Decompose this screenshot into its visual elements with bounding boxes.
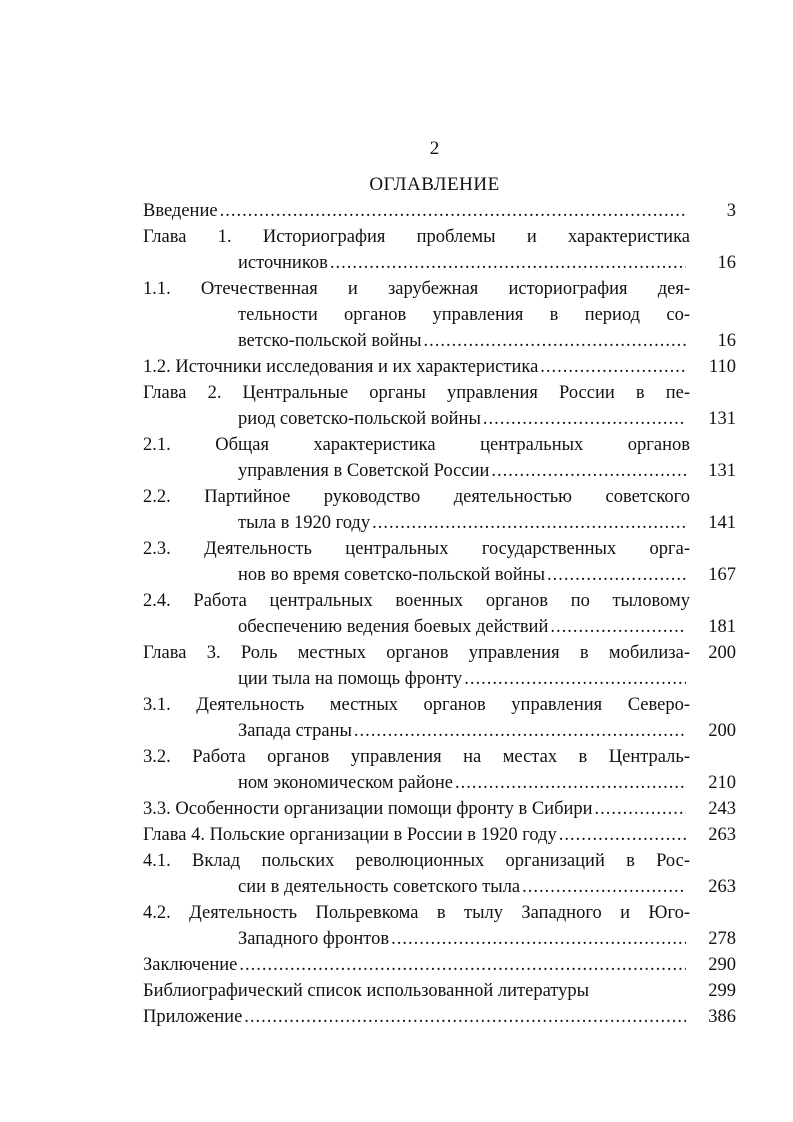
toc-entry <box>143 692 736 744</box>
toc-entry-line <box>143 198 736 224</box>
toc-entry-line <box>143 432 736 458</box>
toc-entry-text: источников <box>238 253 328 273</box>
toc-entry-line <box>143 640 736 666</box>
toc-page-number: 141 <box>708 513 736 533</box>
dot-leader <box>522 874 686 900</box>
toc-entry-line <box>143 536 736 562</box>
toc-entry <box>143 484 736 536</box>
toc-entry <box>143 276 736 354</box>
toc-entry-line <box>143 458 736 484</box>
dot-leader <box>595 796 686 822</box>
toc-entry-line <box>143 692 736 718</box>
toc-entry-line <box>143 874 736 900</box>
toc-page-number: 263 <box>708 825 736 845</box>
toc-entry-text: 2.1. Общая характеристика центральных органов <box>143 435 690 455</box>
toc-entry <box>143 822 736 848</box>
toc-entry-line <box>143 718 736 744</box>
toc-page-number: 278 <box>708 929 736 949</box>
toc-entry <box>143 380 736 432</box>
toc-entry-line <box>143 978 736 1004</box>
toc-entry-text: Глава 3. Роль местных органов управления в мобилиза- <box>143 643 690 663</box>
toc-entry-text: 3.3. Особенности организации помощи фронту в Сибири <box>143 799 593 819</box>
dot-leader <box>220 198 686 224</box>
toc-entry-text: 1.2. Источники исследования и их характеристика <box>143 357 539 377</box>
toc-entry-text: 2.4. Работа центральных военных органов по тыловому <box>143 591 690 611</box>
toc-entry-line <box>143 302 736 328</box>
toc-entry <box>143 536 736 588</box>
dot-leader <box>559 822 686 848</box>
toc-entry-text: 1.1. Отечественная и зарубежная историография дея- <box>143 279 690 299</box>
toc-entry-line <box>143 926 736 952</box>
toc-entry-line <box>143 510 736 536</box>
toc-page-number: 16 <box>717 253 736 273</box>
toc-entry-text: управления в Советской России <box>238 461 490 481</box>
toc-entry-text: тельности органов управления в период со- <box>238 305 690 325</box>
toc-entry-line <box>143 1004 736 1030</box>
toc-page-number: 263 <box>708 877 736 897</box>
toc-entry-text: ветско-польской войны <box>238 331 422 351</box>
dot-leader <box>550 614 686 640</box>
toc-page-number: 200 <box>708 643 736 663</box>
toc-entry-text: Глава 2. Центральные органы управления России в пе- <box>143 383 690 403</box>
toc-page-number: 200 <box>708 721 736 741</box>
toc-entry <box>143 198 736 224</box>
toc-entry-text: Введение <box>143 201 218 221</box>
toc-entry-line <box>143 588 736 614</box>
toc-entry-line <box>143 328 736 354</box>
toc-entry-text: Западного фронтов <box>238 929 390 949</box>
dot-leader <box>424 328 686 354</box>
toc-entry-line <box>143 848 736 874</box>
toc-entry-text: 4.2. Деятельность Польревкома в тылу Западного и Юго- <box>143 903 690 923</box>
dot-leader <box>483 406 686 432</box>
toc-page-number: 131 <box>708 409 736 429</box>
dot-leader <box>455 770 686 796</box>
dot-leader <box>354 718 686 744</box>
toc-entry <box>143 900 736 952</box>
dot-leader <box>330 250 686 276</box>
toc-entry-text: нов во время советско-польской войны <box>238 565 546 585</box>
toc-entry-line <box>143 666 736 692</box>
toc-entry-line <box>143 770 736 796</box>
toc-title: ОГЛАВЛЕНИЕ <box>369 174 500 195</box>
toc-entry-text: тыла в 1920 году <box>238 513 371 533</box>
toc-page-number: 210 <box>708 773 736 793</box>
toc-entry <box>143 588 736 640</box>
toc-entry-line <box>143 380 736 406</box>
dot-leader <box>244 1004 686 1030</box>
toc-page-number: 299 <box>708 981 736 1001</box>
toc-entry-text: 4.1. Вклад польских революционных организаций в Рос- <box>143 851 690 871</box>
toc-entry <box>143 978 736 1004</box>
dot-leader <box>547 562 686 588</box>
toc-entry-text: 2.3. Деятельность центральных государственных орга- <box>143 539 690 559</box>
toc-entry-text: сии в деятельность советского тыла <box>238 877 521 897</box>
toc-page-number: 16 <box>717 331 736 351</box>
toc-entry-line <box>143 354 736 380</box>
toc-entry-text: Запада страны <box>238 721 352 741</box>
toc-entry <box>143 796 736 822</box>
dot-leader <box>491 458 686 484</box>
toc-entry-line <box>143 250 736 276</box>
toc-entry <box>143 224 736 276</box>
toc-entry <box>143 640 736 692</box>
dot-leader <box>464 666 686 692</box>
toc-entry <box>143 354 736 380</box>
toc-entry-text: обеспечению ведения боевых действий <box>238 617 549 637</box>
toc-entry-text: Приложение <box>143 1007 243 1027</box>
toc-entry <box>143 848 736 900</box>
page-number: 2 <box>429 138 440 159</box>
dot-leader <box>239 952 686 978</box>
toc-entry-line <box>143 276 736 302</box>
toc-entry-line <box>143 562 736 588</box>
toc-entry-line <box>143 484 736 510</box>
toc-entry <box>143 432 736 484</box>
toc-entry-line <box>143 900 736 926</box>
toc-page-number: 386 <box>708 1007 736 1027</box>
toc-page-number: 110 <box>708 357 736 377</box>
toc-entry-line <box>143 744 736 770</box>
dot-leader <box>391 926 686 952</box>
toc-entry-text: ции тыла на помощь фронту <box>238 669 463 689</box>
toc-entry-text: 3.1. Деятельность местных органов управления Северо- <box>143 695 690 715</box>
toc-entry-line <box>143 796 736 822</box>
toc-entry-text: Глава 4. Польские организации в России в 1920 году <box>143 825 557 845</box>
toc-entry-line <box>143 406 736 432</box>
dot-leader <box>540 354 686 380</box>
toc-entry-text: Заключение <box>143 955 238 975</box>
toc-entry-line <box>143 952 736 978</box>
toc-entry <box>143 1004 736 1030</box>
table-of-contents <box>143 198 736 1030</box>
toc-page-number: 290 <box>708 955 736 975</box>
toc-entry-line <box>143 614 736 640</box>
toc-entry <box>143 952 736 978</box>
toc-entry-text: 3.2. Работа органов управления на местах в Централь- <box>143 747 690 767</box>
toc-entry-text: риод советско-польской войны <box>238 409 481 429</box>
toc-page-number: 167 <box>708 565 736 585</box>
toc-page-number: 3 <box>726 201 736 221</box>
toc-entry-line <box>143 224 736 250</box>
toc-entry <box>143 744 736 796</box>
toc-entry-text: 2.2. Партийное руководство деятельностью советского <box>143 487 690 507</box>
toc-page-number: 243 <box>708 799 736 819</box>
toc-entry-text: Библиографический список использованной литературы <box>143 981 590 1001</box>
toc-page-number: 131 <box>708 461 736 481</box>
toc-entry-text: Глава 1. Историография проблемы и характеристика <box>143 227 690 247</box>
toc-page-number: 181 <box>708 617 736 637</box>
toc-entry-text: ном экономическом районе <box>238 773 453 793</box>
toc-entry-line <box>143 822 736 848</box>
dot-leader <box>372 510 686 536</box>
